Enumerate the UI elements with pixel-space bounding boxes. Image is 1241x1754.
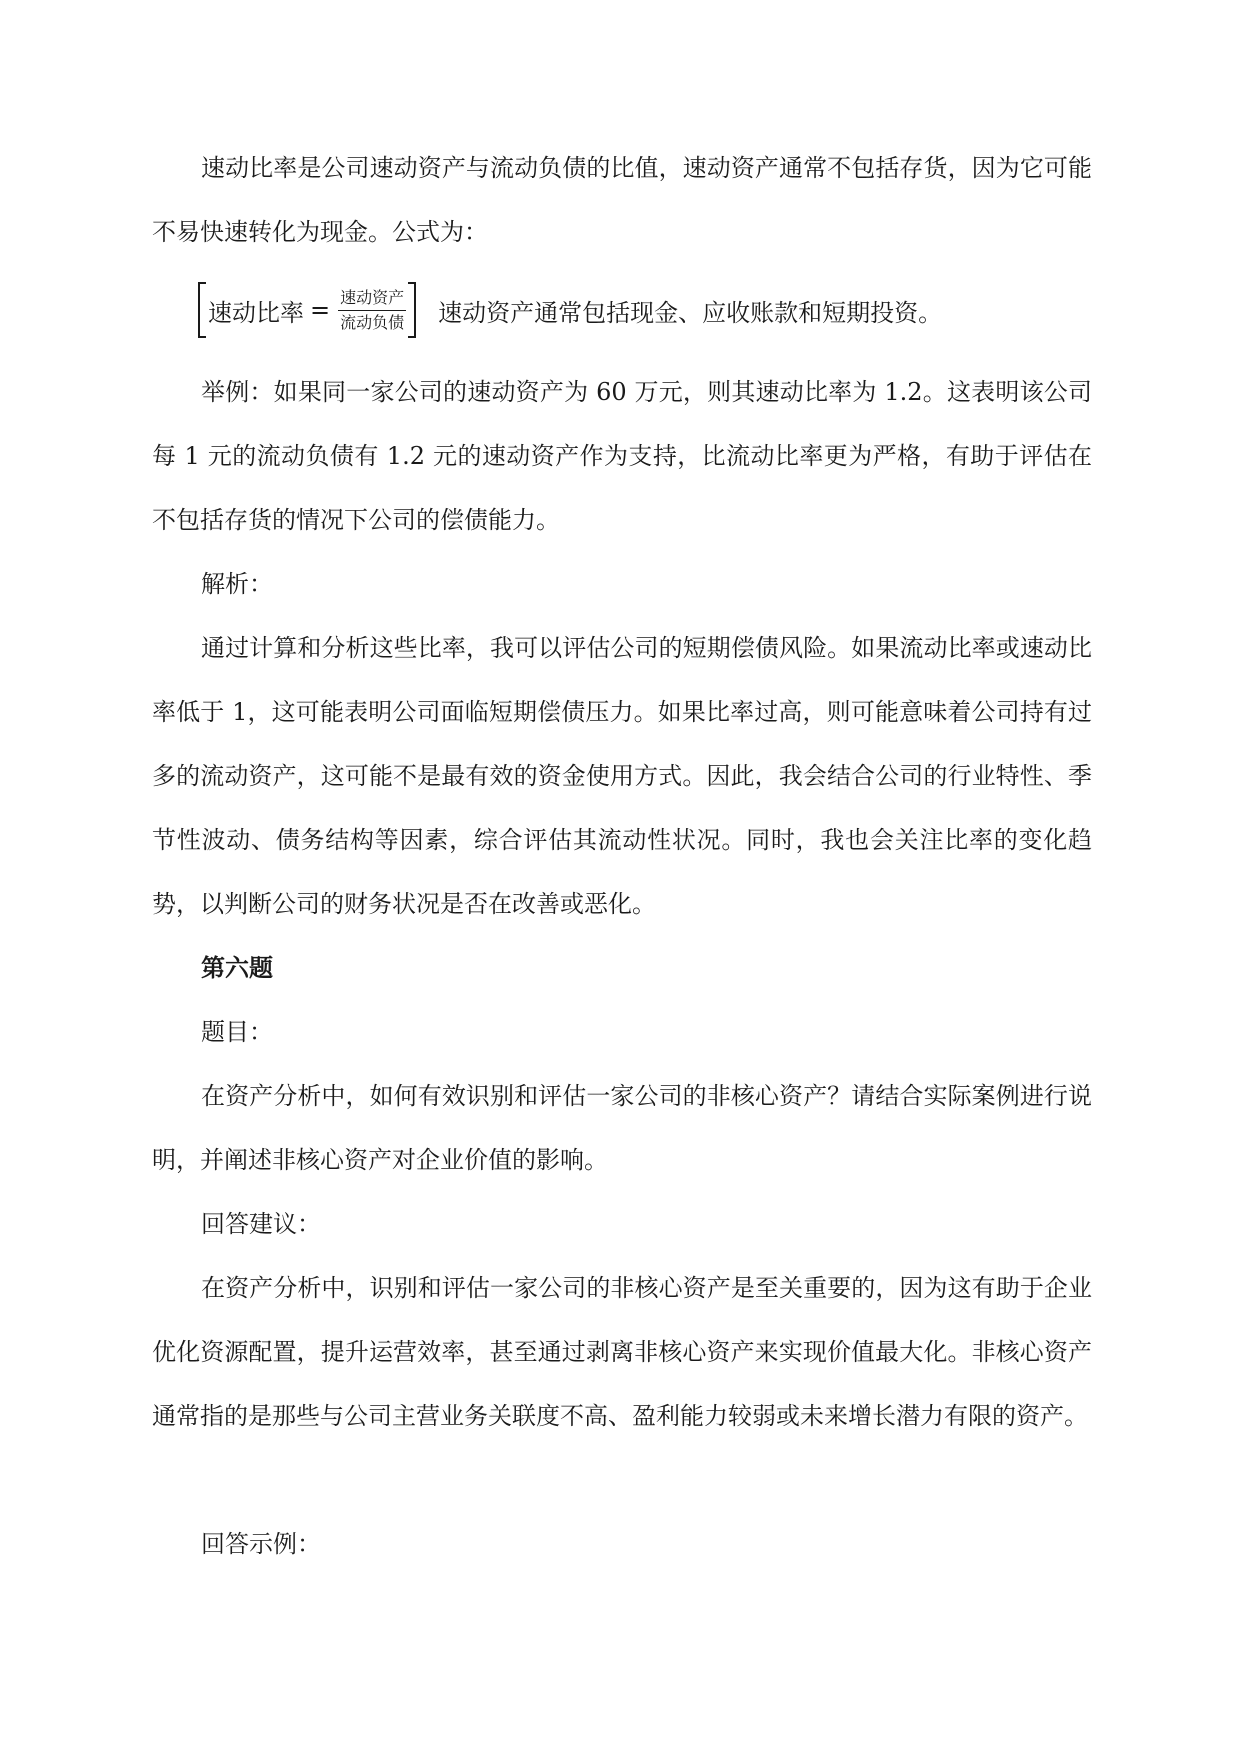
formula-fraction <box>338 287 406 334</box>
paragraph-analysis: 通过计算和分析这些比率，我可以评估公司的短期偿债风险。如果流动比率或速动比率低于 1，这可能表明公司面临短期偿债压力。如果比率过高，则可能意味着公司持有过多的流动资产，这可能不是最有效的资金使用方式。因此，我会结合公司的行业特性、季节性波动、债务结构等因素，综合评估其流动性状况。同时，我也会关注比率的变化趋势，以判断公司的财务状况是否在改善或恶化。 <box>152 634 1092 918</box>
formula-equals: = <box>310 296 331 324</box>
formula-bracket <box>192 282 422 338</box>
fraction-denominator: 流动负债 <box>340 312 405 332</box>
paragraph-quick-ratio-definition: 速动比率是公司速动资产与流动负债的比值，速动资产通常不包括存货，因为它可能不易快速转化为现金。公式为： <box>152 154 1092 246</box>
fraction-numerator: 速动资产 <box>338 287 406 311</box>
right-bracket <box>408 282 416 338</box>
section-heading: 第六题 <box>201 953 273 982</box>
quick-ratio-formula <box>192 278 942 342</box>
paragraph-answer-suggestion-label: 回答建议： <box>201 1210 321 1238</box>
paragraph-answer-example-label: 回答示例： <box>201 1530 321 1558</box>
paragraph-analysis-label: 解析： <box>201 570 273 598</box>
paragraph-question-label: 题目： <box>201 1018 273 1046</box>
paragraph-example: 举例：如果同一家公司的速动资产为 60 万元，则其速动比率为 1.2。这表明该公司每 1 元的流动负债有 1.2 元的速动资产作为支持，比流动比率更为严格，有助于评估在不包括存货的情况下公司的偿债能力。 <box>152 378 1092 534</box>
paragraph-answer-suggestion: 在资产分析中，识别和评估一家公司的非核心资产是至关重要的，因为这有助于企业优化资源配置，提升运营效率，甚至通过剥离非核心资产来实现价值最大化。非核心资产通常指的是那些与公司主营业务关联度不高、盈利能力较弱或未来增长潜力有限的资产。 <box>152 1274 1092 1430</box>
left-bracket <box>198 282 206 338</box>
paragraph-question: 在资产分析中，如何有效识别和评估一家公司的非核心资产？请结合实际案例进行说明，并阐述非核心资产对企业价值的影响。 <box>152 1082 1092 1174</box>
formula-note: 速动资产通常包括现金、应收账款和短期投资。 <box>438 298 943 327</box>
formula-lhs: 速动比率 <box>208 298 304 327</box>
